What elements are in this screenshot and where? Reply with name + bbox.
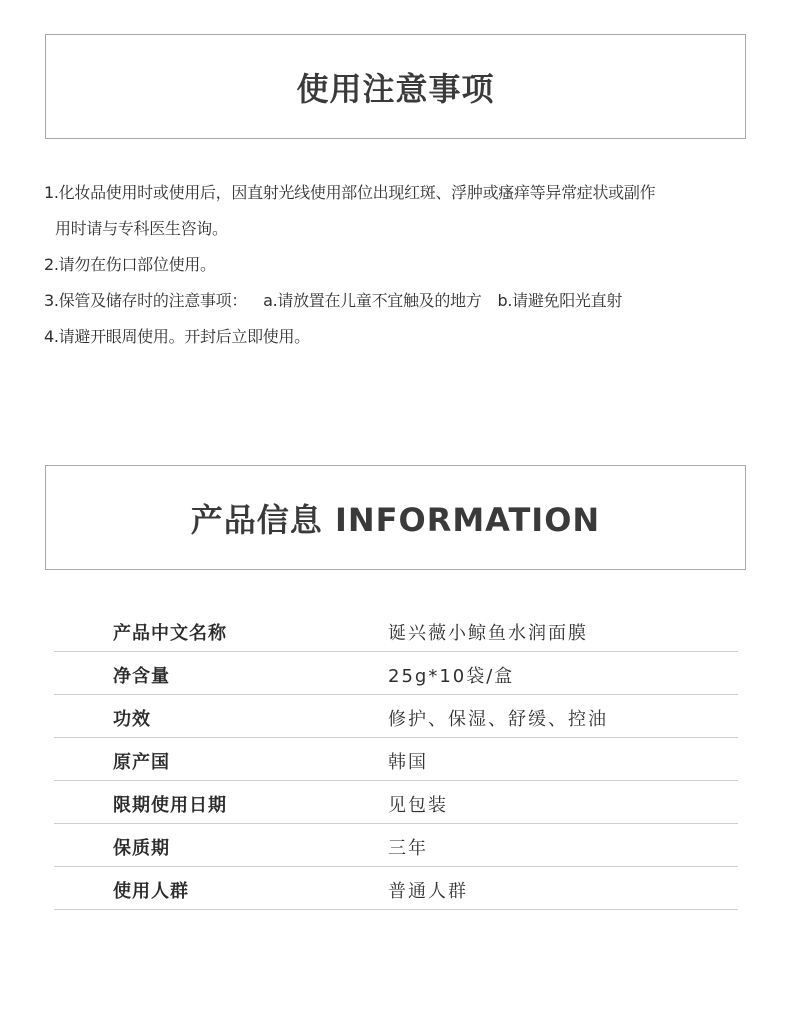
row-label: 使用人群 xyxy=(113,881,189,902)
table-row xyxy=(54,781,738,824)
row-value: 修护、保湿、舒缓、控油 xyxy=(388,709,608,730)
row-label: 保质期 xyxy=(113,838,170,859)
notes-title: 使用注意事项 xyxy=(296,69,495,108)
row-value: 诞兴薇小鲸鱼水润面膜 xyxy=(388,623,588,644)
row-label: 原产国 xyxy=(113,752,170,773)
note-line-4: 4.请避开眼周使用。开封后立即使用。 xyxy=(44,327,310,346)
row-label: 功效 xyxy=(113,709,151,730)
note-line-3 xyxy=(44,288,754,324)
row-value: 普通人群 xyxy=(388,881,468,902)
table-row xyxy=(54,824,738,867)
info-title: 产品信息 INFORMATION xyxy=(190,500,601,539)
table-row xyxy=(54,867,738,910)
note-line-2: 2.请勿在伤口部位使用。 xyxy=(44,255,216,274)
table-row xyxy=(54,609,738,652)
row-value: 三年 xyxy=(388,838,428,859)
notes-title-box xyxy=(45,34,746,139)
note-line-3-a: a.请放置在儿童不宜触及的地方 xyxy=(263,291,482,310)
note-line-3-lead: 3.保管及储存时的注意事项： xyxy=(44,291,248,310)
table-row xyxy=(54,652,738,695)
usage-notes xyxy=(44,180,754,360)
note-line-1: 1.化妆品使用时或使用后，因直射光线使用部位出现红斑、浮肿或瘙痒等异常症状或副作 xyxy=(44,183,656,202)
product-info-table xyxy=(54,609,738,910)
table-row xyxy=(54,695,738,738)
row-label: 限期使用日期 xyxy=(113,795,227,816)
row-label: 净含量 xyxy=(113,666,170,687)
row-label: 产品中文名称 xyxy=(113,623,227,644)
note-line-1-cont: 用时请与专科医生咨询。 xyxy=(55,219,228,238)
info-title-box xyxy=(45,465,746,570)
table-row xyxy=(54,738,738,781)
row-value: 韩国 xyxy=(388,752,428,773)
row-value: 25g*10袋/盒 xyxy=(388,666,515,687)
row-value: 见包装 xyxy=(388,795,448,816)
note-line-3-b: b.请避免阳光直射 xyxy=(497,291,623,310)
